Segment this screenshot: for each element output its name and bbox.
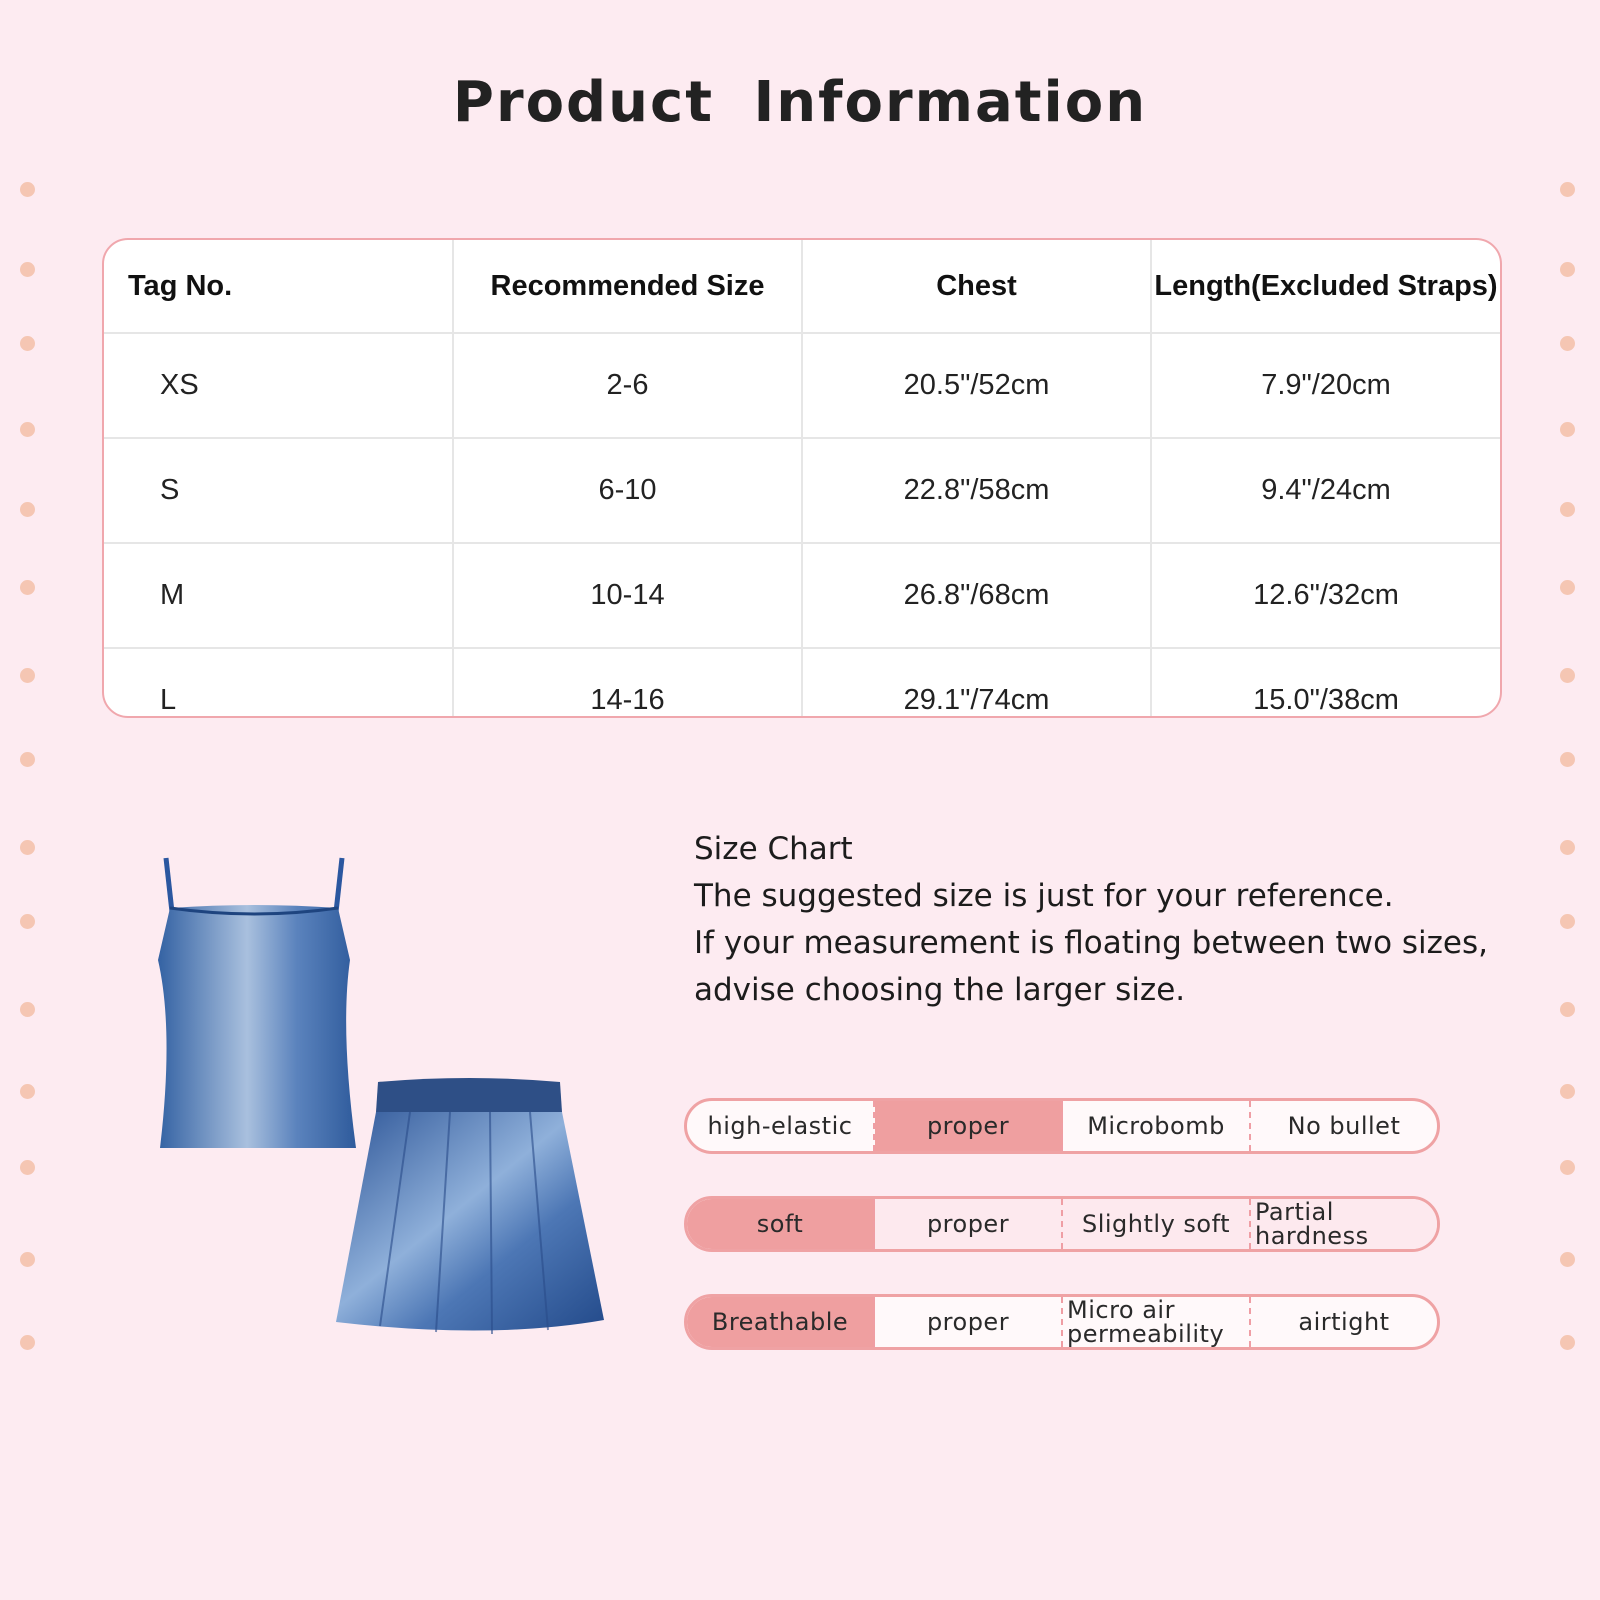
cell-recommended: 14-16: [453, 648, 802, 718]
decor-dot: [20, 422, 35, 437]
decor-dot: [1560, 1252, 1575, 1267]
scale-option-soft-selected: soft: [687, 1199, 875, 1249]
softness-scale: [684, 1196, 1440, 1252]
decor-dot: [1560, 422, 1575, 437]
size-table: [102, 238, 1502, 718]
decor-dot: [20, 1252, 35, 1267]
cell-chest: 20.5"/52cm: [802, 333, 1151, 438]
header-chest: Chest: [802, 240, 1151, 333]
notes-line: If your measurement is floating between two sizes,: [694, 925, 1488, 961]
decor-dot: [1560, 668, 1575, 683]
decor-dot: [1560, 1160, 1575, 1175]
decor-dot: [1560, 262, 1575, 277]
cell-tag: M: [104, 543, 453, 648]
size-notes: [694, 826, 1514, 1014]
decor-dot: [20, 668, 35, 683]
cell-recommended: 6-10: [453, 438, 802, 543]
decor-dot: [20, 502, 35, 517]
scale-option-slightly-soft: Slightly soft: [1063, 1199, 1251, 1249]
cell-tag: L: [104, 648, 453, 718]
notes-line: advise choosing the larger size.: [694, 972, 1186, 1008]
scale-option-breathable-selected: Breathable: [687, 1297, 875, 1347]
scale-option-microbomb: Microbomb: [1063, 1101, 1251, 1151]
decor-dot: [20, 580, 35, 595]
decor-dot: [1560, 336, 1575, 351]
page-title: Product Information: [452, 70, 1148, 135]
decor-dot: [1560, 1084, 1575, 1099]
camisole-top: [158, 858, 356, 1148]
notes-line: The suggested size is just for your reference.: [694, 878, 1394, 914]
decor-dot: [20, 1160, 35, 1175]
scale-option-proper: proper: [875, 1199, 1063, 1249]
product-image: [140, 850, 620, 1350]
decor-dot: [1560, 182, 1575, 197]
decor-dot: [1560, 502, 1575, 517]
decor-dot: [20, 1084, 35, 1099]
outfit-illustration: [140, 850, 620, 1350]
scale-option-proper-selected: proper: [875, 1101, 1063, 1151]
scale-option-high-elastic: high-elastic: [687, 1101, 875, 1151]
scale-option-partial-hardness: Partial hardness: [1251, 1199, 1437, 1249]
notes-heading: Size Chart: [694, 831, 853, 867]
decor-dot: [1560, 1335, 1575, 1350]
cell-recommended: 10-14: [453, 543, 802, 648]
cell-length: 9.4"/24cm: [1151, 438, 1500, 543]
decor-dot: [20, 914, 35, 929]
cell-tag: XS: [104, 333, 453, 438]
table-row: [104, 438, 1500, 543]
right-dot-column: [1560, 0, 1580, 1600]
cell-chest: 22.8"/58cm: [802, 438, 1151, 543]
decor-dot: [20, 182, 35, 197]
cell-recommended: 2-6: [453, 333, 802, 438]
cell-length: 7.9"/20cm: [1151, 333, 1500, 438]
cell-length: 15.0"/38cm: [1151, 648, 1500, 718]
elasticity-scale: [684, 1098, 1440, 1154]
decor-dot: [1560, 840, 1575, 855]
decor-dot: [20, 1335, 35, 1350]
scale-option-micro-air-permeability: Micro air permeability: [1063, 1297, 1251, 1347]
decor-dot: [1560, 580, 1575, 595]
decor-dot: [20, 336, 35, 351]
decor-dot: [20, 1002, 35, 1017]
decor-dot: [1560, 914, 1575, 929]
header-length: Length(Excluded Straps): [1151, 240, 1500, 333]
cell-chest: 29.1"/74cm: [802, 648, 1151, 718]
table-row: [104, 648, 1500, 718]
decor-dot: [1560, 1002, 1575, 1017]
scale-option-proper: proper: [875, 1297, 1063, 1347]
header-recommended-size: Recommended Size: [453, 240, 802, 333]
breathability-scale: [684, 1294, 1440, 1350]
decor-dot: [1560, 752, 1575, 767]
table-row: [104, 543, 1500, 648]
cell-length: 12.6"/32cm: [1151, 543, 1500, 648]
table-row: [104, 333, 1500, 438]
cell-tag: S: [104, 438, 453, 543]
decor-dot: [20, 840, 35, 855]
cell-chest: 26.8"/68cm: [802, 543, 1151, 648]
header-tag-no: Tag No.: [104, 240, 453, 333]
pleated-skirt: [336, 1078, 604, 1334]
scale-option-no-bullet: No bullet: [1287, 1112, 1401, 1140]
left-dot-column: [20, 0, 40, 1600]
decor-dot: [20, 752, 35, 767]
decor-dot: [20, 262, 35, 277]
table-header-row: [104, 240, 1500, 333]
scale-option-airtight: airtight: [1298, 1308, 1390, 1336]
